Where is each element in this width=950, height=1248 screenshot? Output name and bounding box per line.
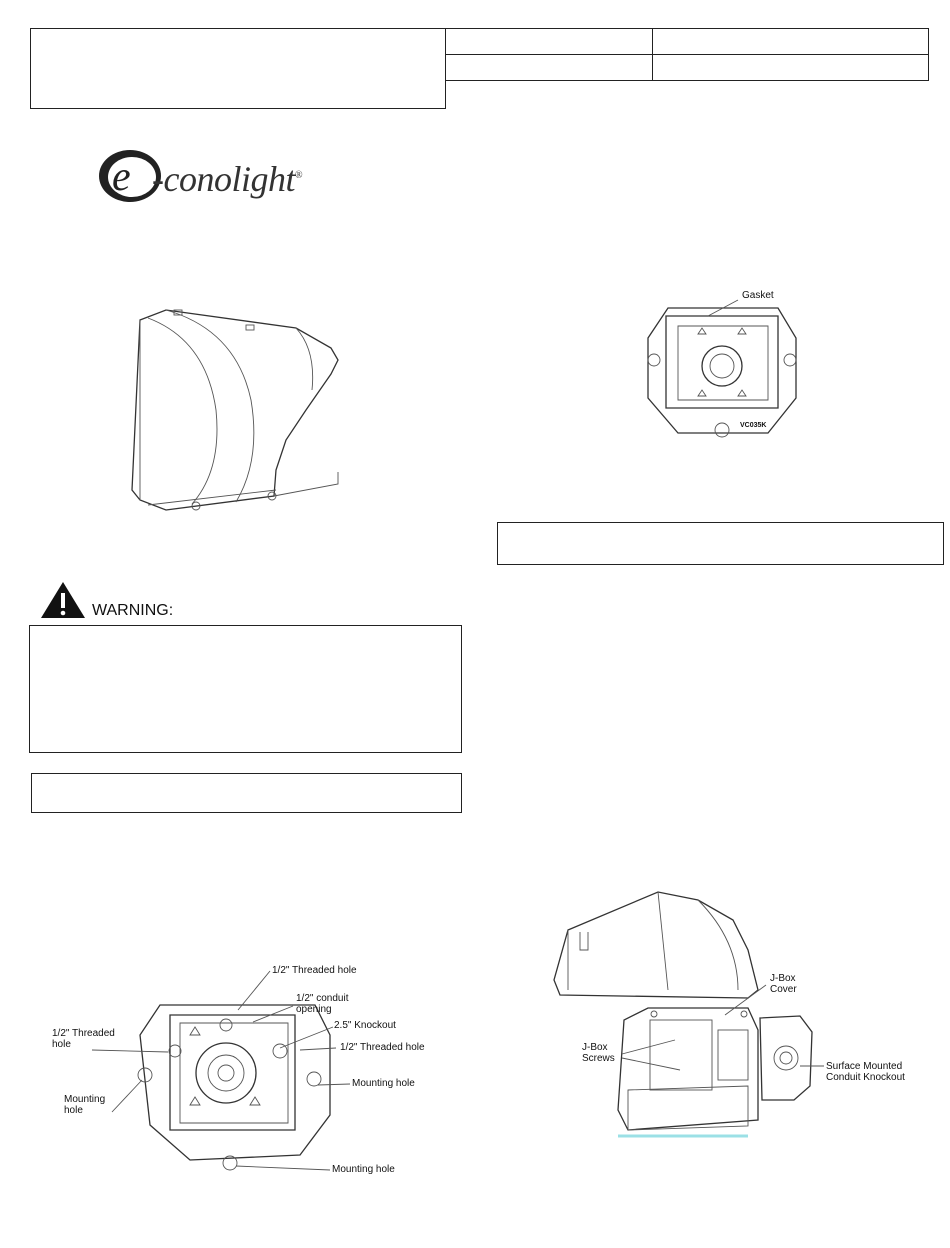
label-mounting-hole-bottom: Mounting hole <box>332 1164 395 1175</box>
label-mounting-hole-right: Mounting hole <box>352 1078 415 1089</box>
gasket-stamp: VC035K <box>740 422 767 429</box>
gasket-label: Gasket <box>742 290 774 301</box>
gasket-caption-box <box>497 522 944 565</box>
label-threaded-hole-top: 1/2" Threaded hole <box>272 965 357 976</box>
warning-box <box>29 625 462 753</box>
svg-text:e: e <box>112 154 131 200</box>
logo <box>96 146 336 206</box>
fixture-illustration <box>126 300 366 530</box>
header-title-box <box>30 28 446 109</box>
warning-label: WARNING: <box>92 602 174 619</box>
label-mounting-hole-left: Mounting hole <box>64 1094 106 1116</box>
label-conduit-opening: 1/2" conduit opening <box>296 993 349 1015</box>
label-conduit-knockout: Surface Mounted Conduit Knockout <box>826 1061 905 1083</box>
note-box <box>31 773 462 813</box>
label-jbox-cover: J-Box Cover <box>770 973 797 995</box>
label-knockout: 2.5" Knockout <box>334 1020 396 1031</box>
warning-icon <box>40 580 86 620</box>
label-threaded-hole-right: 1/2" Threaded hole <box>340 1042 425 1053</box>
gasket-drawing <box>638 288 808 448</box>
label-jbox-screws: J-Box Screws <box>582 1042 615 1064</box>
open-fixture-drawing <box>548 890 838 1150</box>
label-threaded-hole-left: 1/2" Threaded hole <box>52 1028 115 1050</box>
header-table <box>445 28 929 81</box>
gasket-figure <box>638 288 808 448</box>
logo-text: -conolight® <box>152 159 303 199</box>
